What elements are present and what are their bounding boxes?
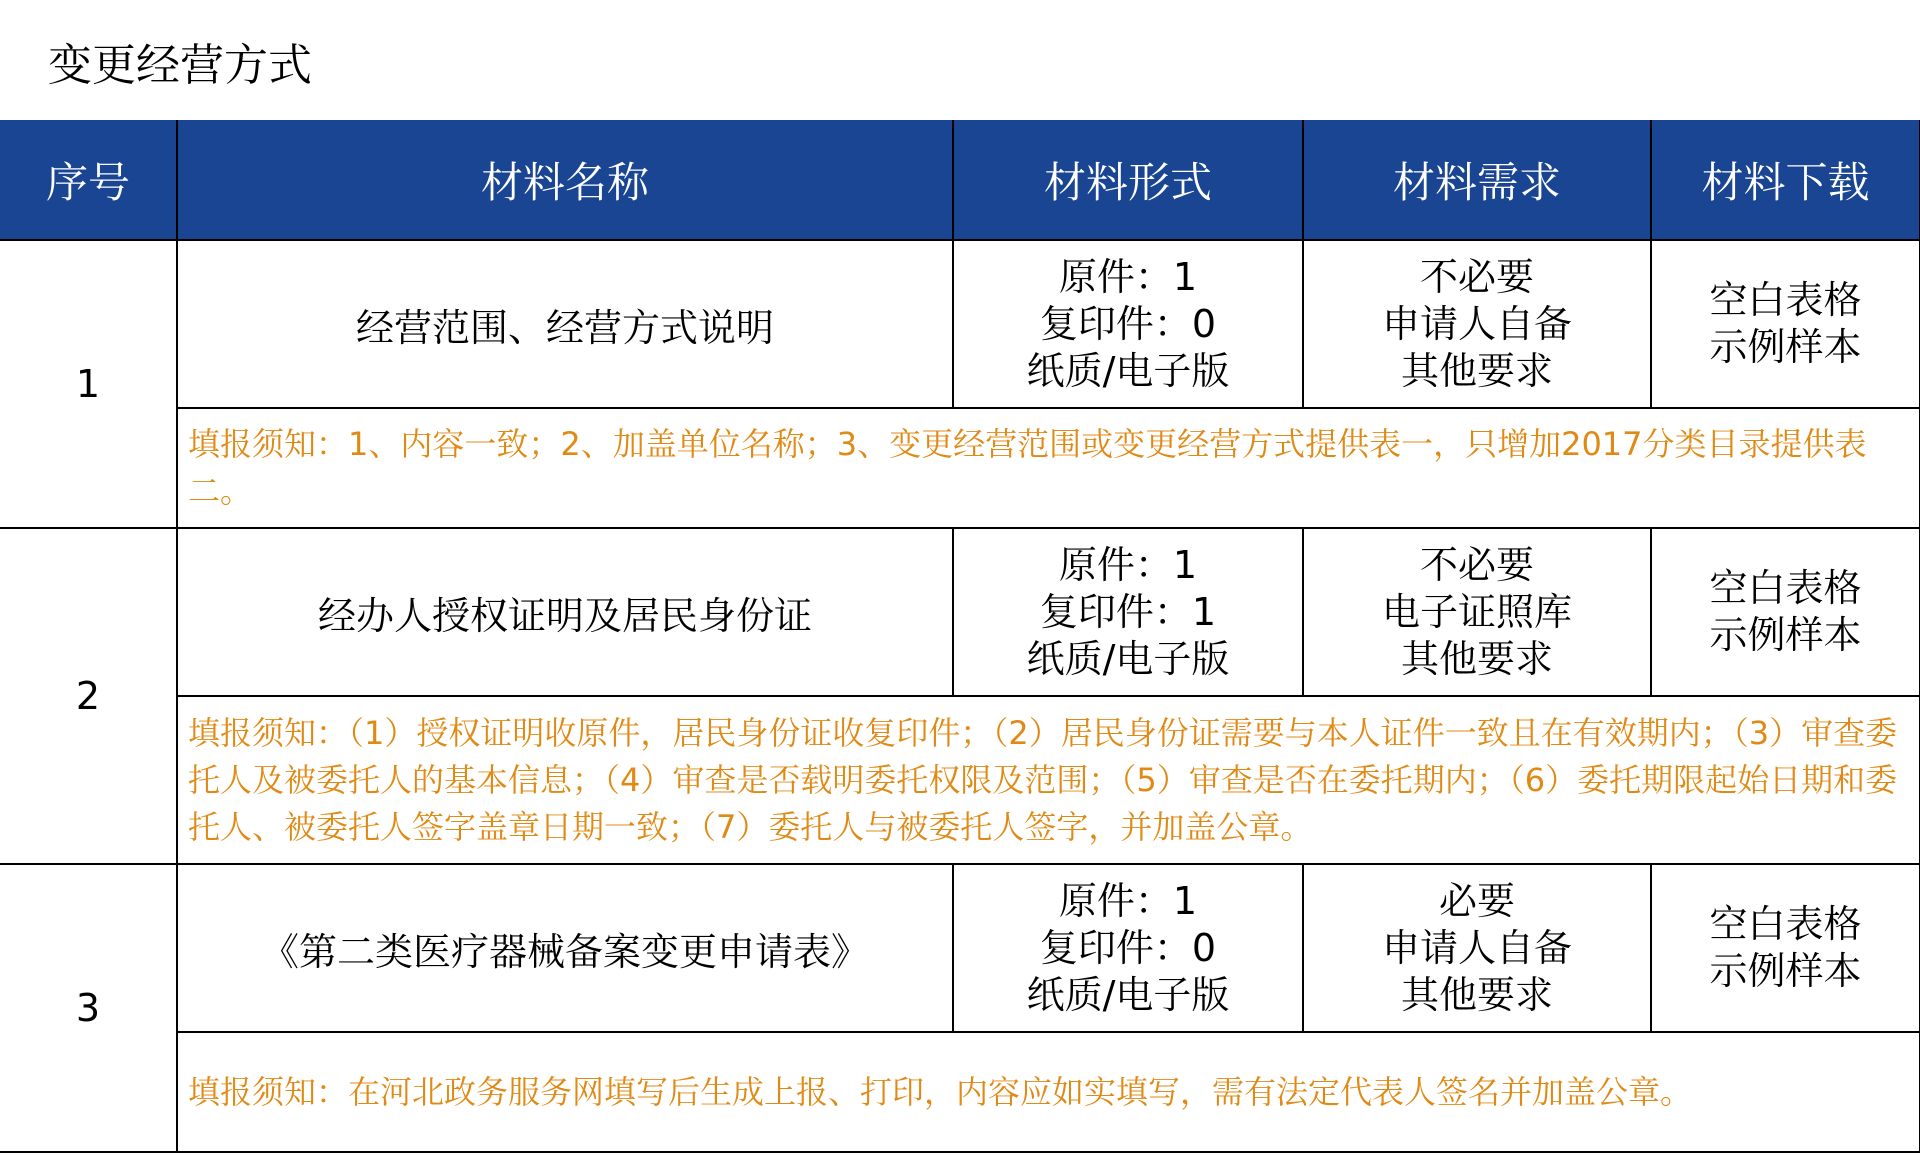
blank-form-link[interactable]: 空白表格 [1709,902,1862,946]
material-name: 《第二类医疗器械备案变更申请表》 [177,864,953,1032]
form-copy: 复印件：0 [1039,925,1217,970]
header-material-download: 材料下载 [1651,120,1920,240]
material-form [953,864,1303,1032]
sample-link[interactable]: 示例样本 [1709,949,1862,993]
page-title: 变更经营方式 [48,40,312,91]
material-form [953,240,1303,408]
sample-link[interactable]: 示例样本 [1709,325,1862,369]
header-material-name: 材料名称 [177,120,953,240]
demand-required: 不必要 [1419,254,1534,299]
demand-source: 申请人自备 [1381,301,1572,346]
material-download [1651,240,1920,408]
table-row [0,528,1920,696]
form-type: 纸质/电子版 [1026,636,1230,681]
material-name: 经办人授权证明及居民身份证 [177,528,953,696]
row-index: 1 [0,240,177,528]
demand-other-link[interactable]: 其他要求 [1400,972,1553,1017]
demand-source: 申请人自备 [1381,925,1572,970]
material-download [1651,528,1920,696]
note-row [0,408,1920,528]
material-name: 经营范围、经营方式说明 [177,240,953,408]
form-copy: 复印件：1 [1039,589,1217,634]
demand-other-link[interactable]: 其他要求 [1400,348,1553,393]
header-material-demand: 材料需求 [1303,120,1651,240]
form-original: 原件：1 [1058,254,1198,299]
note-row [0,1032,1920,1152]
demand-source: 电子证照库 [1381,589,1572,634]
table-header-row [0,120,1920,240]
material-form [953,528,1303,696]
row-index: 3 [0,864,177,1152]
blank-form-link[interactable]: 空白表格 [1709,566,1862,610]
material-demand [1303,240,1651,408]
demand-other-link[interactable]: 其他要求 [1400,636,1553,681]
sample-link[interactable]: 示例样本 [1709,613,1862,657]
table-row [0,864,1920,1032]
form-original: 原件：1 [1058,542,1198,587]
blank-form-link[interactable]: 空白表格 [1709,278,1862,322]
material-demand [1303,528,1651,696]
demand-required: 不必要 [1419,542,1534,587]
form-original: 原件：1 [1058,878,1198,923]
filling-note: 填报须知：1、内容一致；2、加盖单位名称；3、变更经营范围或变更经营方式提供表一，只增加2017分类目录提供表二。 [177,408,1920,528]
material-download [1651,864,1920,1032]
materials-table [0,120,1920,1153]
header-index: 序号 [0,120,177,240]
demand-required: 必要 [1438,878,1515,923]
filling-note: 填报须知：在河北政务服务网填写后生成上报、打印，内容应如实填写，需有法定代表人签名并加盖公章。 [177,1032,1920,1152]
material-demand [1303,864,1651,1032]
note-row [0,696,1920,864]
filling-note: 填报须知：（1）授权证明收原件，居民身份证收复印件；（2）居民身份证需要与本人证件一致且在有效期内；（3）审查委托人及被委托人的基本信息；（4）审查是否载明委托权限及范围；（5）审查是否在委托期内；（6）委托期限起始日期和委托人、被委托人签字盖章日期一致；（7）委托人与被委托人签字，并加盖公章。 [177,696,1920,864]
table-row [0,240,1920,408]
row-index: 2 [0,528,177,864]
form-copy: 复印件：0 [1039,301,1217,346]
form-type: 纸质/电子版 [1026,348,1230,393]
header-material-form: 材料形式 [953,120,1303,240]
form-type: 纸质/电子版 [1026,972,1230,1017]
